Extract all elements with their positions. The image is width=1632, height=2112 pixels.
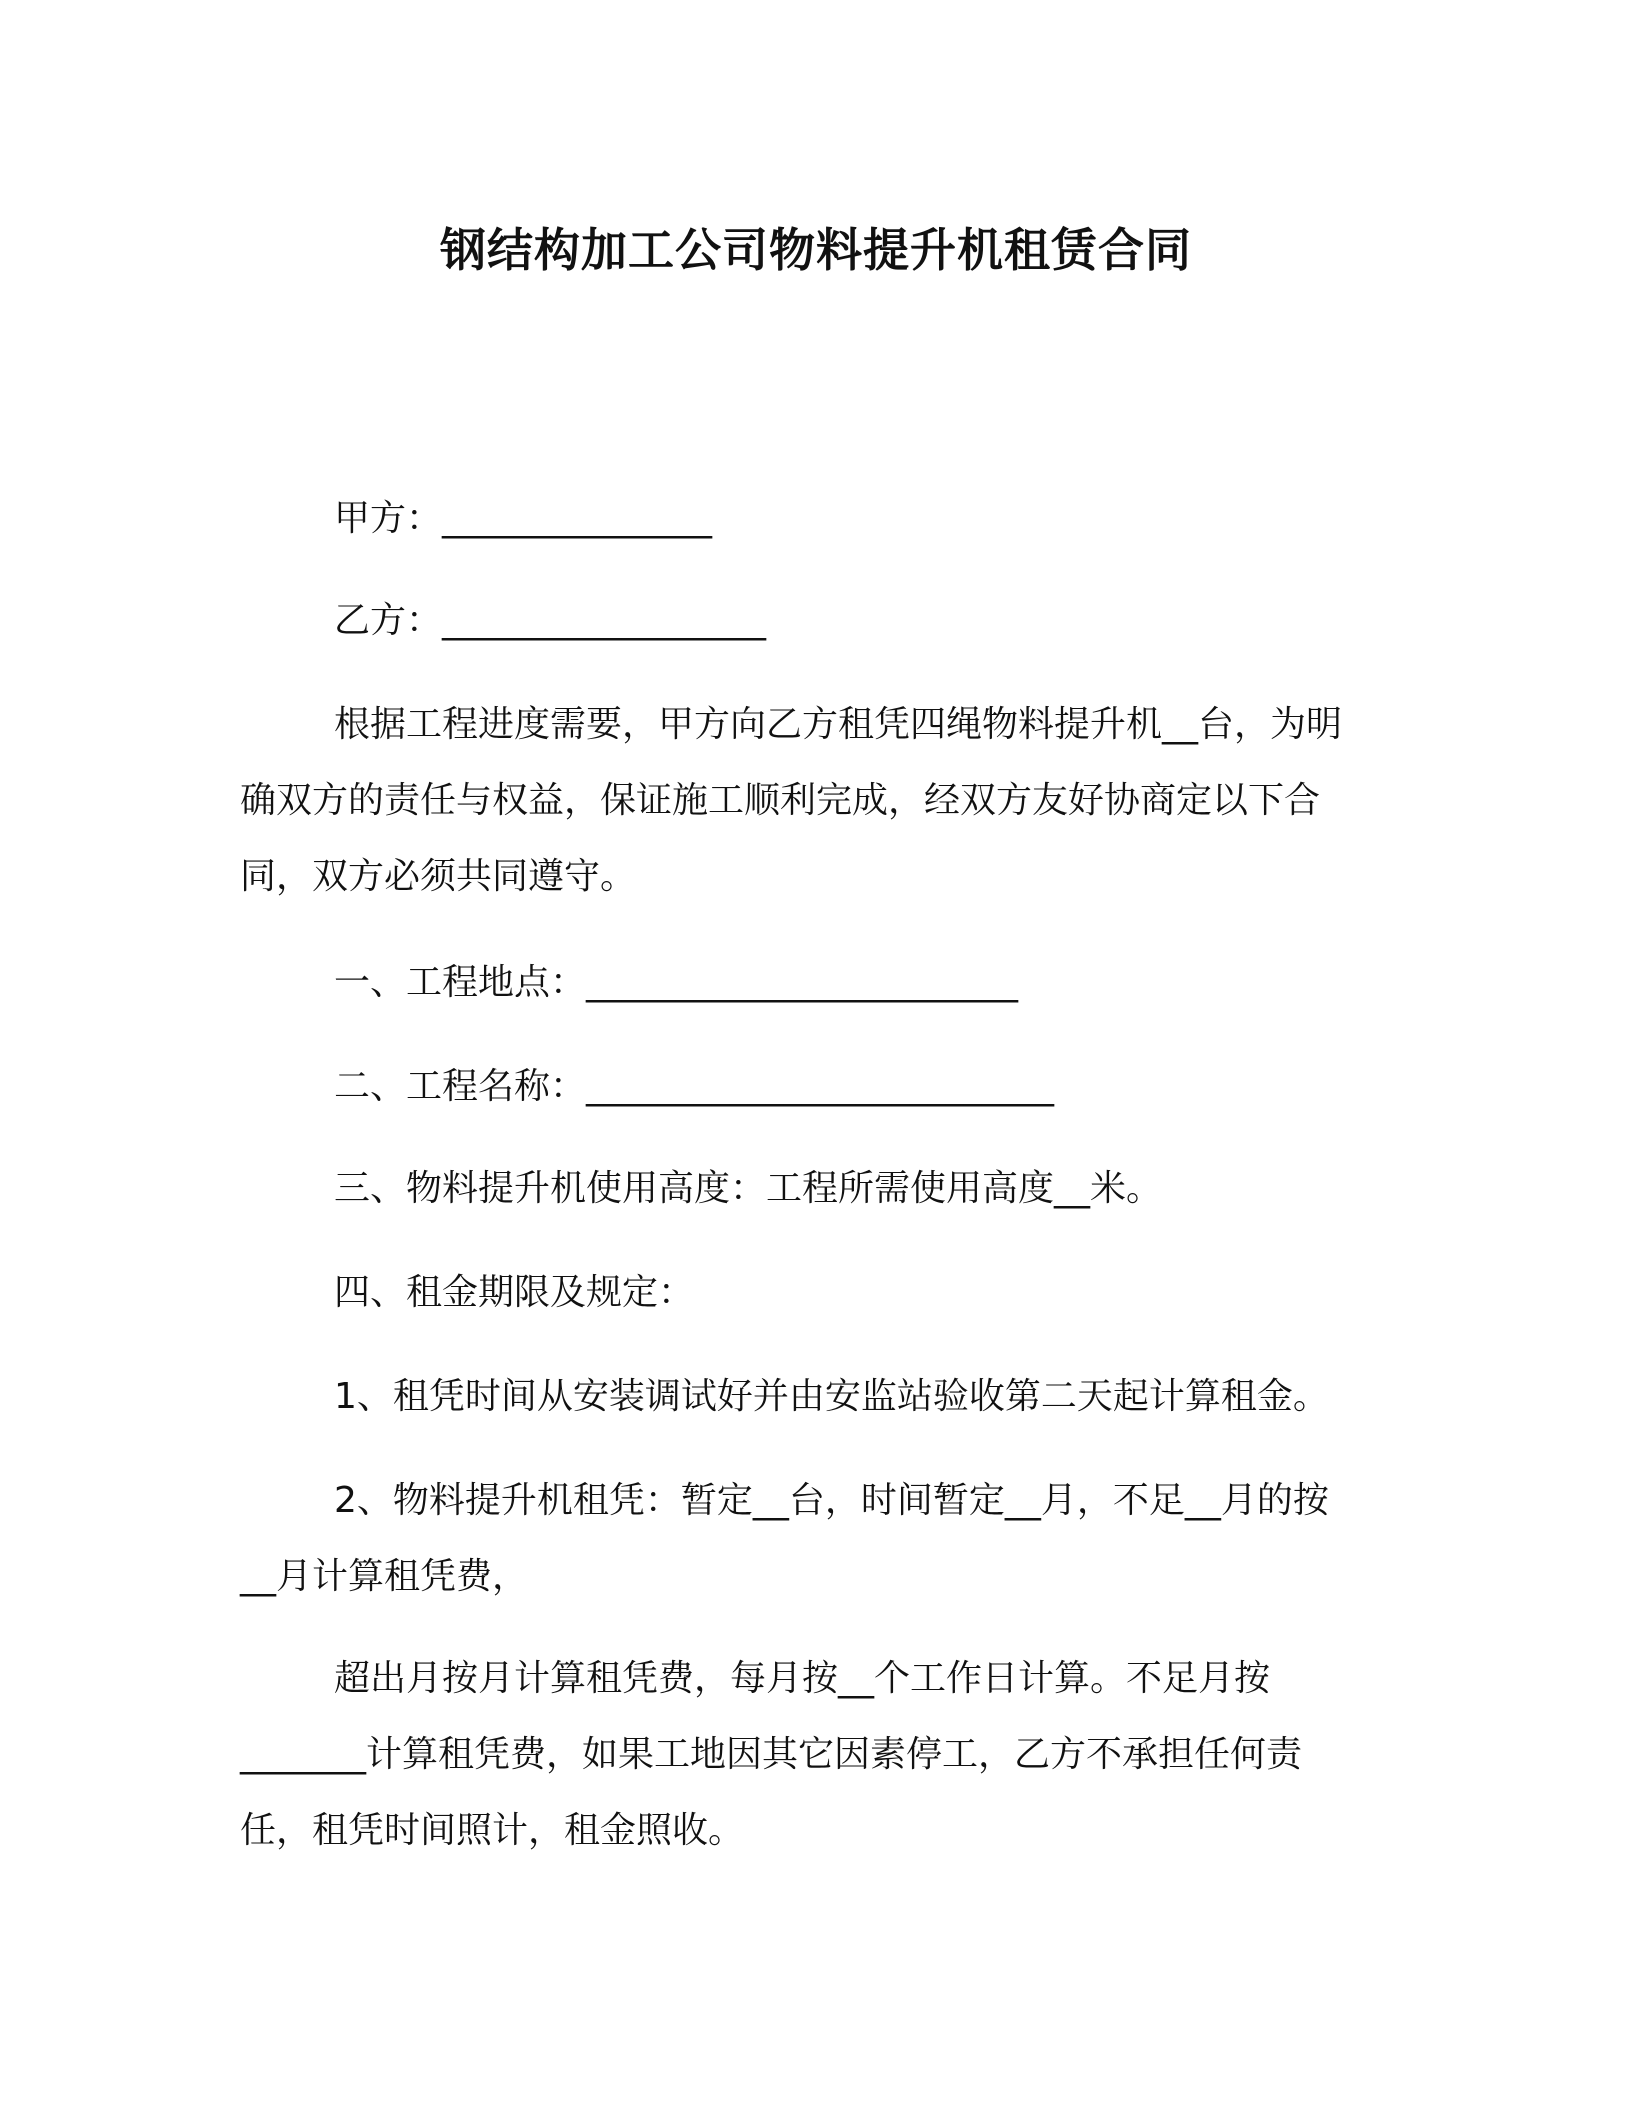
clause-2-line-1: 2、物料提升机租凭：暂定__台，时间暂定__月，不足__月的按 (334, 1480, 1329, 1521)
item-2-line: 二、工程名称：__________________________ (334, 1066, 1055, 1107)
party-a-line: 甲方：_______________ (334, 498, 713, 539)
party-b-line: 乙方：__________________ (334, 600, 767, 641)
item-4-line: 四、租金期限及规定： (334, 1272, 695, 1313)
item-1-line: 一、工程地点：________________________ (334, 962, 1019, 1003)
clause-3-line-2: _______计算租凭费，如果工地因其它因素停工，乙方不承担任何责 (240, 1734, 1303, 1775)
intro-line-3: 同，双方必须共同遵守。 (240, 856, 637, 897)
document-title: 钢结构加工公司物料提升机租赁合同 (440, 223, 1192, 277)
clause-3-line-1: 超出月按月计算租凭费，每月按__个工作日计算。不足月按 (334, 1658, 1271, 1699)
item-3-line: 三、物料提升机使用高度：工程所需使用高度__米。 (334, 1168, 1163, 1209)
clause-3-line-3: 任，租凭时间照计，租金照收。 (240, 1810, 745, 1851)
intro-line-1: 根据工程进度需要，甲方向乙方租凭四绳物料提升机__台，为明 (334, 704, 1343, 745)
intro-line-2: 确双方的责任与权益，保证施工顺利完成，经双方友好协商定以下合 (240, 780, 1321, 821)
clause-2-line-2: __月计算租凭费， (240, 1556, 529, 1597)
clause-1-line: 1、租凭时间从安装调试好并由安监站验收第二天起计算租金。 (334, 1376, 1329, 1417)
